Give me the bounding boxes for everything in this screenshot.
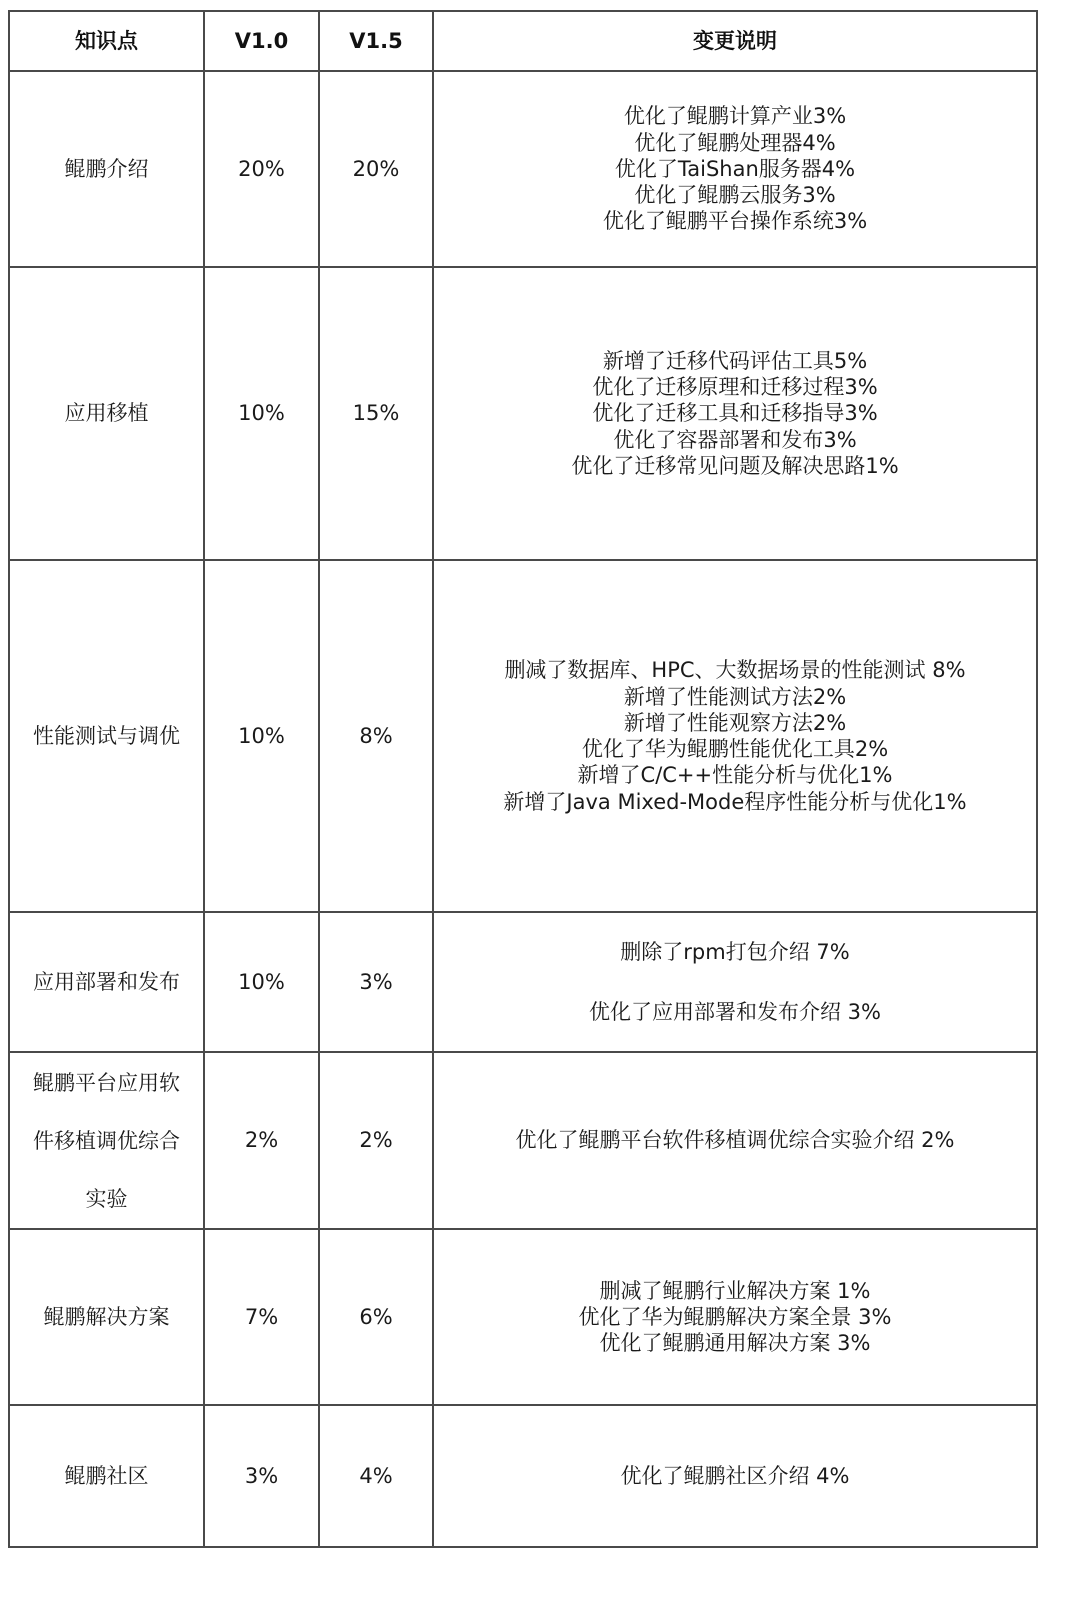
changes-cell xyxy=(433,560,1037,912)
table-row xyxy=(9,267,1037,560)
header-changes: 变更说明 xyxy=(433,11,1037,71)
change-item: 优化了鲲鹏平台软件移植调优综合实验介绍 2% xyxy=(515,1128,955,1153)
change-item: 优化了迁移常见问题及解决思路1% xyxy=(571,453,899,478)
v1-0-cell: 10% xyxy=(204,912,319,1052)
change-item: 新增了迁移代码评估工具5% xyxy=(602,348,868,373)
topic-cell: 鲲鹏解决方案 xyxy=(9,1229,204,1405)
change-item: 新增了Java Mixed-Mode程序性能分析与优化1% xyxy=(503,789,967,814)
change-item: 优化了TaiShan服务器4% xyxy=(614,156,856,181)
change-item: 优化了鲲鹏平台操作系统3% xyxy=(602,209,868,234)
table-row xyxy=(9,1405,1037,1547)
change-item: 删减了数据库、HPC、大数据场景的性能测试 8% xyxy=(504,658,966,683)
changes-cell xyxy=(433,1052,1037,1229)
change-item: 新增了C/C++性能分析与优化1% xyxy=(577,763,893,788)
change-item: 优化了鲲鹏通用解决方案 3% xyxy=(599,1331,871,1356)
table-row xyxy=(9,912,1037,1052)
table-row xyxy=(9,1229,1037,1405)
changes-cell xyxy=(433,912,1037,1052)
change-item: 优化了迁移工具和迁移指导3% xyxy=(592,401,878,426)
v1-5-cell: 3% xyxy=(319,912,433,1052)
changes-cell xyxy=(433,1229,1037,1405)
header-v1-0: V1.0 xyxy=(204,11,319,71)
v1-5-cell: 6% xyxy=(319,1229,433,1405)
change-item: 优化了华为鲲鹏解决方案全景 3% xyxy=(578,1304,892,1329)
change-item: 优化了容器部署和发布3% xyxy=(613,427,857,452)
v1-0-cell: 10% xyxy=(204,560,319,912)
v1-5-cell: 15% xyxy=(319,267,433,560)
change-item: 新增了性能观察方法2% xyxy=(623,710,847,735)
v1-5-cell: 8% xyxy=(319,560,433,912)
header-topic: 知识点 xyxy=(9,11,204,71)
change-item: 删除了rpm打包介绍 7% xyxy=(620,939,850,964)
table-row xyxy=(9,71,1037,267)
change-item: 优化了迁移原理和迁移过程3% xyxy=(592,375,878,400)
topic-cell: 鲲鹏社区 xyxy=(9,1405,204,1547)
change-item: 删减了鲲鹏行业解决方案 1% xyxy=(599,1278,871,1303)
v1-0-cell: 7% xyxy=(204,1229,319,1405)
table-row xyxy=(9,560,1037,912)
v1-0-cell: 3% xyxy=(204,1405,319,1547)
changes-cell xyxy=(433,267,1037,560)
topic-cell: 性能测试与调优 xyxy=(9,560,204,912)
topic-cell: 应用部署和发布 xyxy=(9,912,204,1052)
change-item: 优化了鲲鹏处理器4% xyxy=(634,130,836,155)
v1-5-cell: 20% xyxy=(319,71,433,267)
v1-5-cell: 4% xyxy=(319,1405,433,1547)
v1-0-cell: 20% xyxy=(204,71,319,267)
topic-cell: 鲲鹏介绍 xyxy=(9,71,204,267)
topic-cell: 应用移植 xyxy=(9,267,204,560)
change-item: 优化了华为鲲鹏性能优化工具2% xyxy=(581,737,889,761)
change-item: 优化了鲲鹏计算产业3% xyxy=(623,104,847,129)
change-item: 新增了性能测试方法2% xyxy=(623,684,847,709)
table-row xyxy=(9,1052,1037,1229)
header-v1-5: V1.5 xyxy=(319,11,433,71)
change-item: 优化了鲲鹏云服务3% xyxy=(634,183,836,208)
version-comparison-table xyxy=(8,10,1038,1548)
topic-cell: 鲲鹏平台应用软 件移植调优综合 实验 xyxy=(9,1052,204,1229)
v1-0-cell: 10% xyxy=(204,267,319,560)
changes-cell xyxy=(433,71,1037,267)
table-header-row xyxy=(9,11,1037,71)
change-item: 优化了应用部署和发布介绍 3% xyxy=(589,1000,881,1024)
v1-0-cell: 2% xyxy=(204,1052,319,1229)
v1-5-cell: 2% xyxy=(319,1052,433,1229)
change-item: 优化了鲲鹏社区介绍 4% xyxy=(620,1463,850,1488)
changes-cell xyxy=(433,1405,1037,1547)
